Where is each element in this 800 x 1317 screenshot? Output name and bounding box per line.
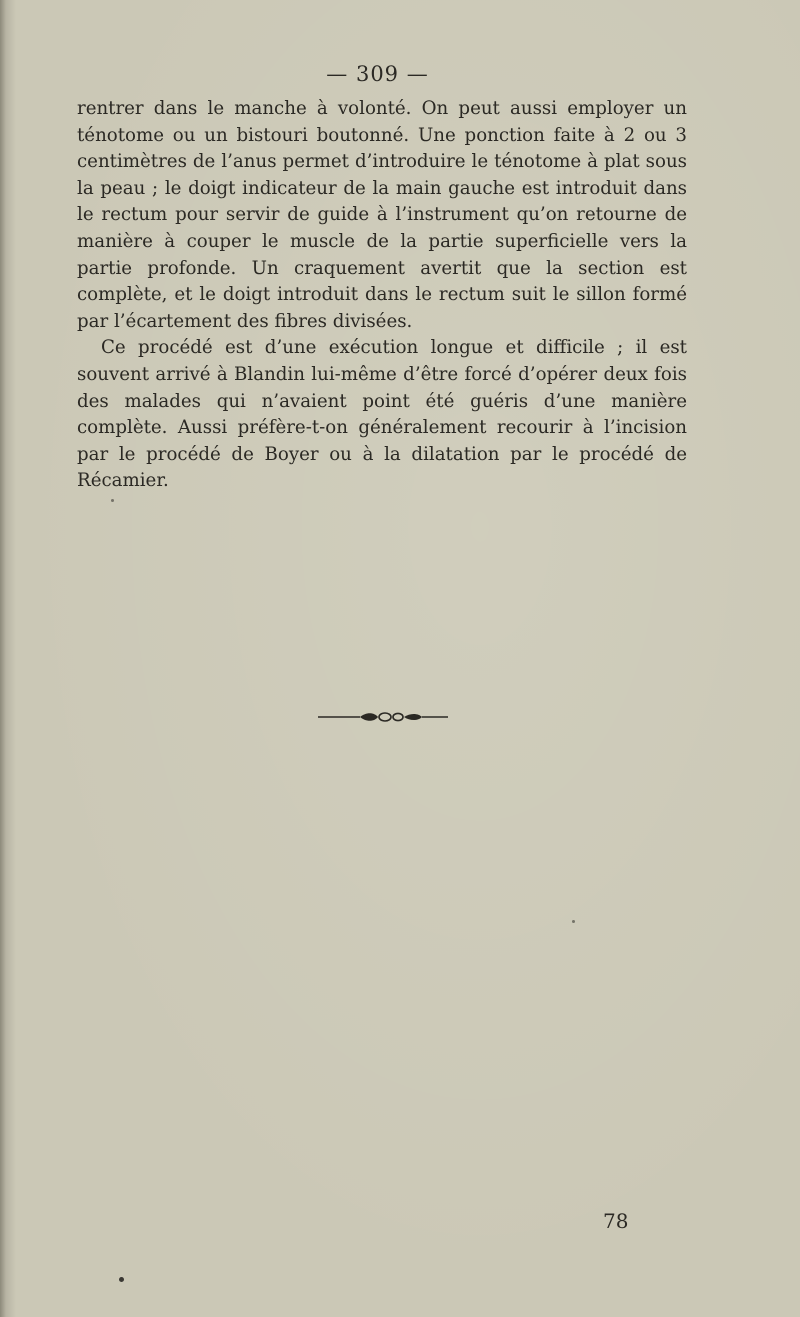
print-speck	[572, 920, 575, 923]
body-text	[77, 96, 687, 495]
page-number-header: — 309 —	[326, 62, 429, 86]
print-speck	[111, 499, 114, 502]
signature-mark: 78	[603, 1209, 629, 1233]
decorative-rule-ornament-icon	[318, 708, 448, 726]
print-speck	[119, 1277, 124, 1282]
binding-shadow	[0, 0, 16, 1317]
paragraph-1: rentrer dans le manche à volonté. On peut aussi employer un ténotome ou un bistouri boutonné. Une ponction faite à 2 ou 3 centimètres de l’anus permet d’introduire le ténotome à plat sous la peau ; le doigt indicateur de la main gauche est introduit dans le rectum pour servir de guide à l’instrument qu’on retourne de manière à couper le muscle de la partie superficielle vers la partie profonde. Un craquement avertit que la section est complète, et le doigt introduit dans le rectum suit le sillon formé par l’écartement des fibres divisées.	[77, 98, 687, 332]
paragraph-2: Ce procédé est d’une exécution longue et difficile ; il est souvent arrivé à Blandin lui-même d’être forcé d’opérer deux fois des malades qui n’avaient point été guéris d’une manière complète. Aussi préfère-t-on généralement recourir à l’incision par le procédé de Boyer ou à la dilatation par le procédé de Récamier.	[77, 337, 687, 492]
